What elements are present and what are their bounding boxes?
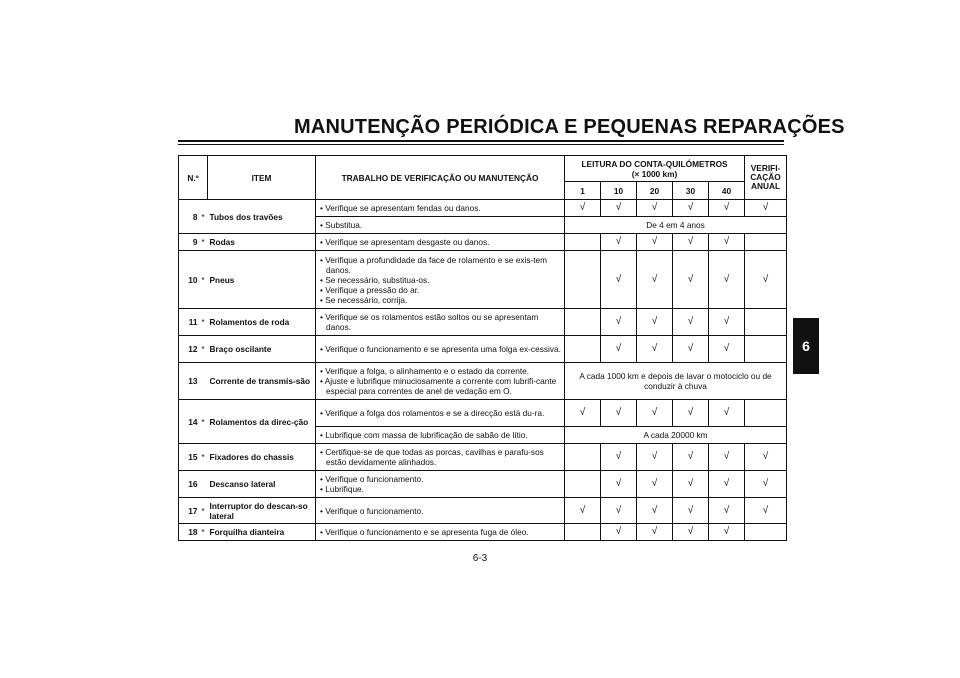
check-empty	[565, 309, 601, 336]
task-line: • Substitua.	[320, 220, 363, 230]
check-empty	[745, 309, 787, 336]
row-task	[316, 524, 565, 541]
row-item: Descanso lateral	[208, 471, 316, 498]
check-mark: √	[601, 498, 637, 524]
header-annual: VERIFI- CAÇÃO ANUAL	[745, 156, 787, 200]
check-mark: √	[709, 200, 745, 217]
check-empty	[565, 471, 601, 498]
row-item: Braço oscilante	[208, 336, 316, 363]
row-item: Tubos dos travões	[208, 200, 316, 234]
check-mark: √	[709, 234, 745, 251]
table-row	[179, 200, 787, 217]
check-mark: √	[709, 444, 745, 471]
check-mark: √	[637, 471, 673, 498]
check-empty	[745, 234, 787, 251]
row-item: Forquilha dianteira	[208, 524, 316, 541]
check-mark: √	[637, 234, 673, 251]
row-number: 10	[179, 251, 199, 309]
table-row	[179, 444, 787, 471]
task-line: • Verifique a pressão do ar.	[320, 284, 420, 295]
row-star: *	[199, 251, 208, 309]
row-number: 17	[179, 498, 199, 524]
row-task	[316, 309, 565, 336]
row-star: *	[199, 336, 208, 363]
row-task	[316, 498, 565, 524]
check-mark: √	[637, 309, 673, 336]
check-empty	[565, 336, 601, 363]
check-mark: √	[709, 400, 745, 427]
check-empty	[565, 444, 601, 471]
check-mark: √	[673, 200, 709, 217]
row-task	[316, 471, 565, 498]
check-mark: √	[745, 444, 787, 471]
task-line: • Ajuste e lubrifique minuciosamente a corrente com lubrifi-cante especial para correntes de anel de vedação em O.	[320, 376, 557, 396]
check-mark: √	[601, 524, 637, 541]
task-line: • Verifique se apresentam fendas ou danos.	[320, 203, 481, 213]
row-number: 13	[179, 363, 199, 400]
task-line: • Verifique se os rolamentos estão soltos ou se apresentam danos.	[320, 312, 539, 332]
row-item: Corrente de transmis-são	[208, 363, 316, 400]
check-mark: √	[601, 309, 637, 336]
check-mark: √	[601, 444, 637, 471]
check-mark: √	[601, 251, 637, 309]
task-line: • Verifique a profundidade da face de rolamento e se exis-tem danos.	[320, 254, 548, 275]
header-item: ITEM	[208, 156, 316, 200]
row-item: Rolamentos da direc-ção	[208, 400, 316, 444]
check-mark: √	[565, 200, 601, 217]
header-km-30: 30	[673, 182, 709, 200]
row-star: *	[199, 444, 208, 471]
header-km-10: 10	[601, 182, 637, 200]
task-line: • Certifique-se de que todas as porcas, cavilhas e parafu-sos estão devidamente alinhados.	[320, 447, 544, 467]
row-number: 14	[179, 400, 199, 444]
check-mark: √	[709, 471, 745, 498]
check-mark: √	[673, 309, 709, 336]
maintenance-table	[178, 155, 787, 541]
row-item: Pneus	[208, 251, 316, 309]
table-row	[179, 498, 787, 524]
check-mark: √	[637, 336, 673, 363]
title-rule-thin	[178, 144, 784, 145]
check-mark: √	[637, 498, 673, 524]
row-number: 9	[179, 234, 199, 251]
header-num: N.º	[179, 156, 208, 200]
row-item: Rodas	[208, 234, 316, 251]
table-row	[179, 363, 787, 400]
title-rule	[178, 140, 784, 142]
page-number: 6-3	[472, 553, 488, 564]
task-line: • Verifique o funcionamento.	[320, 474, 424, 484]
task-line: • Verifique o funcionamento e se apresenta fuga de óleo.	[320, 527, 529, 537]
row-number: 8	[179, 200, 199, 234]
interval-text: A cada 20000 km	[565, 427, 787, 444]
check-mark: √	[709, 498, 745, 524]
row-number: 11	[179, 309, 199, 336]
row-star: *	[199, 234, 208, 251]
row-number: 18	[179, 524, 199, 541]
task-line: • Se necessário, corrija.	[320, 294, 408, 305]
row-task	[316, 427, 565, 444]
table-row	[179, 471, 787, 498]
table-row	[179, 234, 787, 251]
header-odometer-label: LEITURA DO CONTA-QUILÓMETROS	[581, 158, 728, 169]
check-mark: √	[745, 200, 787, 217]
check-empty	[565, 251, 601, 309]
row-number: 15	[179, 444, 199, 471]
task-line: • Lubrifique.	[320, 484, 364, 494]
table-row	[179, 400, 787, 427]
interval-text: De 4 em 4 anos	[565, 217, 787, 234]
check-empty	[565, 524, 601, 541]
task-line: • Lubrifique com massa de lubrificação de sabão de lítio.	[320, 430, 528, 440]
table-row	[179, 336, 787, 363]
header-task: TRABALHO DE VERIFICAÇÃO OU MANUTENÇÃO	[316, 156, 565, 200]
row-star: *	[199, 498, 208, 524]
header-odometer	[565, 156, 745, 182]
check-empty	[745, 400, 787, 427]
check-mark: √	[601, 336, 637, 363]
row-number: 16	[179, 471, 199, 498]
check-empty	[565, 234, 601, 251]
row-task	[316, 336, 565, 363]
check-mark: √	[637, 400, 673, 427]
check-mark: √	[745, 471, 787, 498]
task-line: • Verifique a folga, o alinhamento e o estado da corrente.	[320, 366, 530, 376]
check-mark: √	[673, 444, 709, 471]
row-star: *	[199, 200, 208, 234]
row-star: *	[199, 524, 208, 541]
table-row	[179, 309, 787, 336]
check-mark: √	[637, 200, 673, 217]
row-star: *	[199, 400, 208, 444]
check-mark: √	[565, 400, 601, 427]
page-title: MANUTENÇÃO PERIÓDICA E PEQUENAS REPARAÇÕES	[294, 116, 845, 138]
header-km-1: 1	[565, 182, 601, 200]
row-task	[316, 217, 565, 234]
row-item: Interruptor do descan-so lateral	[208, 498, 316, 524]
check-mark: √	[637, 444, 673, 471]
header-km-20: 20	[637, 182, 673, 200]
check-mark: √	[673, 234, 709, 251]
check-mark: √	[673, 498, 709, 524]
row-star	[199, 363, 208, 400]
check-mark: √	[745, 498, 787, 524]
table-row	[179, 251, 787, 309]
row-task	[316, 444, 565, 471]
check-mark: √	[709, 251, 745, 309]
interval-text: A cada 1000 km e depois de lavar o motociclo ou de conduzir à chuva	[565, 363, 787, 400]
row-task	[316, 234, 565, 251]
row-task	[316, 400, 565, 427]
row-task	[316, 251, 565, 309]
check-mark: √	[673, 524, 709, 541]
chapter-tab: 6	[793, 318, 819, 374]
check-mark: √	[673, 251, 709, 309]
row-item: Fixadores do chassis	[208, 444, 316, 471]
check-mark: √	[709, 309, 745, 336]
check-mark: √	[601, 234, 637, 251]
check-mark: √	[637, 524, 673, 541]
check-mark: √	[565, 498, 601, 524]
check-mark: √	[673, 471, 709, 498]
check-mark: √	[709, 524, 745, 541]
task-line: • Verifique o funcionamento e se apresenta uma folga ex-cessiva.	[320, 344, 561, 354]
table-row	[179, 524, 787, 541]
task-line: • Se necessário, substitua-os.	[320, 274, 430, 285]
task-line: • Verifique o funcionamento.	[320, 505, 424, 516]
check-mark: √	[637, 251, 673, 309]
task-line: • Verifique se apresentam desgaste ou danos.	[320, 237, 490, 247]
check-empty	[745, 524, 787, 541]
check-mark: √	[601, 471, 637, 498]
row-item: Rolamentos de roda	[208, 309, 316, 336]
row-task	[316, 200, 565, 217]
check-mark: √	[745, 251, 787, 309]
check-empty	[745, 336, 787, 363]
check-mark: √	[601, 400, 637, 427]
check-mark: √	[601, 200, 637, 217]
check-mark: √	[673, 400, 709, 427]
check-mark: √	[673, 336, 709, 363]
task-line: • Verifique a folga dos rolamentos e se a direcção está du-ra.	[320, 408, 545, 418]
header-km-40: 40	[709, 182, 745, 200]
row-task	[316, 363, 565, 400]
row-star	[199, 471, 208, 498]
header-odometer-unit: (× 1000 km)	[631, 168, 678, 179]
row-star: *	[199, 309, 208, 336]
check-mark: √	[709, 336, 745, 363]
row-number: 12	[179, 336, 199, 363]
